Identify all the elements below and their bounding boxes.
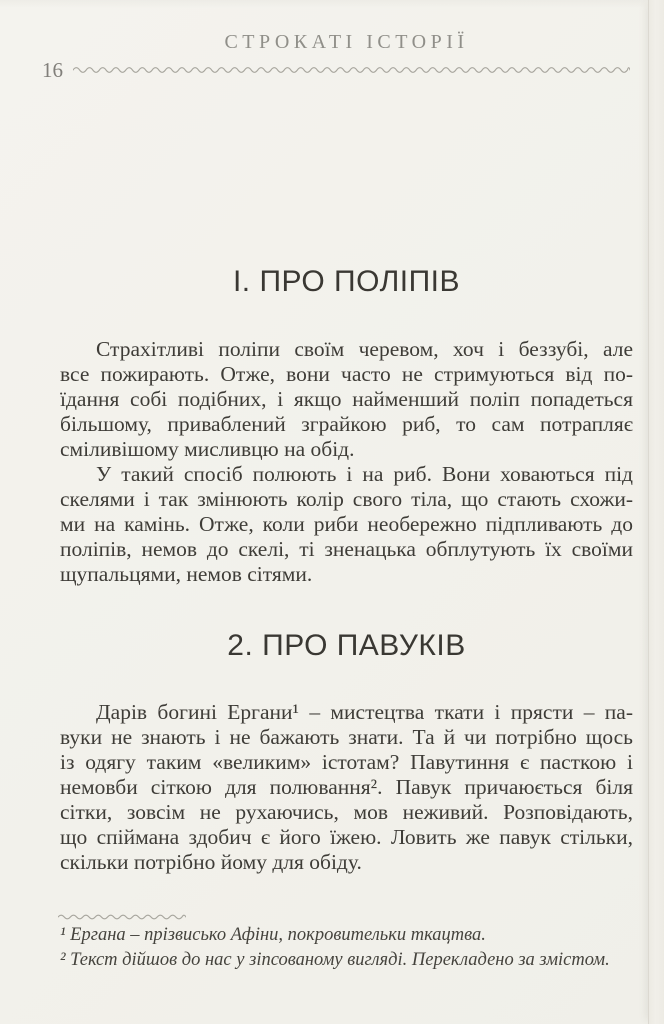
text-line: скелями і так змінюють колір свого тіла, що стають схожи- bbox=[60, 487, 633, 511]
running-header-title: СТРОКАТІ ІСТОРІЇ bbox=[224, 31, 469, 53]
paragraph bbox=[60, 700, 633, 875]
text-line: із одягу таким «великим» істотам? Павутиння є пасткою і bbox=[60, 750, 633, 774]
text-line: немовби сіткою для полювання². Павук причаюється біля bbox=[60, 775, 633, 799]
text-line: що спіймана здобич є його їжею. Ловить же павук стільки, bbox=[60, 825, 633, 849]
text-block bbox=[60, 0, 633, 1024]
paragraph bbox=[60, 337, 633, 462]
footnote: ² Текст дійшов до нас у зіпсованому вигляді. Перекладено за змістом. bbox=[60, 950, 610, 970]
text-line: ми на камінь. Отже, коли риби необережно підпливають до bbox=[60, 512, 633, 536]
text-line: сміливішому мисливцю на обід. bbox=[60, 437, 355, 461]
text-line: Страхітливі поліпи своїм черевом, хоч і беззубі, але bbox=[96, 337, 633, 361]
footnote-wavy-rule bbox=[58, 911, 186, 923]
text-line: У такий спосіб полюють і на риб. Вони ховаються під bbox=[96, 462, 633, 486]
text-line: їдання собі подібних, і якщо найменший поліп попадеться bbox=[60, 387, 633, 411]
footnotes-block bbox=[60, 923, 633, 973]
text-line: скільки потрібно йому для обіду. bbox=[60, 850, 362, 874]
section-heading-polyps: І. ПРО ПОЛІПІВ bbox=[232, 265, 461, 298]
paragraph bbox=[60, 462, 633, 587]
page-edge-shadow bbox=[648, 0, 664, 1024]
text-line: щупальцями, немов сітями. bbox=[60, 562, 313, 586]
text-line: вуки не знають і не бажають знати. Та й чи потрібно щось bbox=[60, 725, 633, 749]
section-heading-spiders: 2. ПРО ПАВУКІВ bbox=[227, 629, 466, 662]
text-line: сітки, зовсім не рухаючись, мов неживий. Розповідають, bbox=[60, 800, 633, 824]
text-line: все пожирають. Отже, вони часто не стримуються від по- bbox=[60, 362, 633, 386]
footnote: ¹ Ергана – прізвисько Афіни, покровительки ткацтва. bbox=[60, 925, 486, 945]
text-line: поліпів, немов до скелі, ті зненацька обплутують їх своїми bbox=[60, 537, 633, 561]
page-number: 16 bbox=[42, 58, 63, 82]
text-line: Дарів богині Ергани¹ – мистецтва ткати і прясти – па- bbox=[96, 700, 633, 724]
text-line: більшому, приваблений зграйкою риб, то сам потрапляє bbox=[60, 412, 633, 436]
